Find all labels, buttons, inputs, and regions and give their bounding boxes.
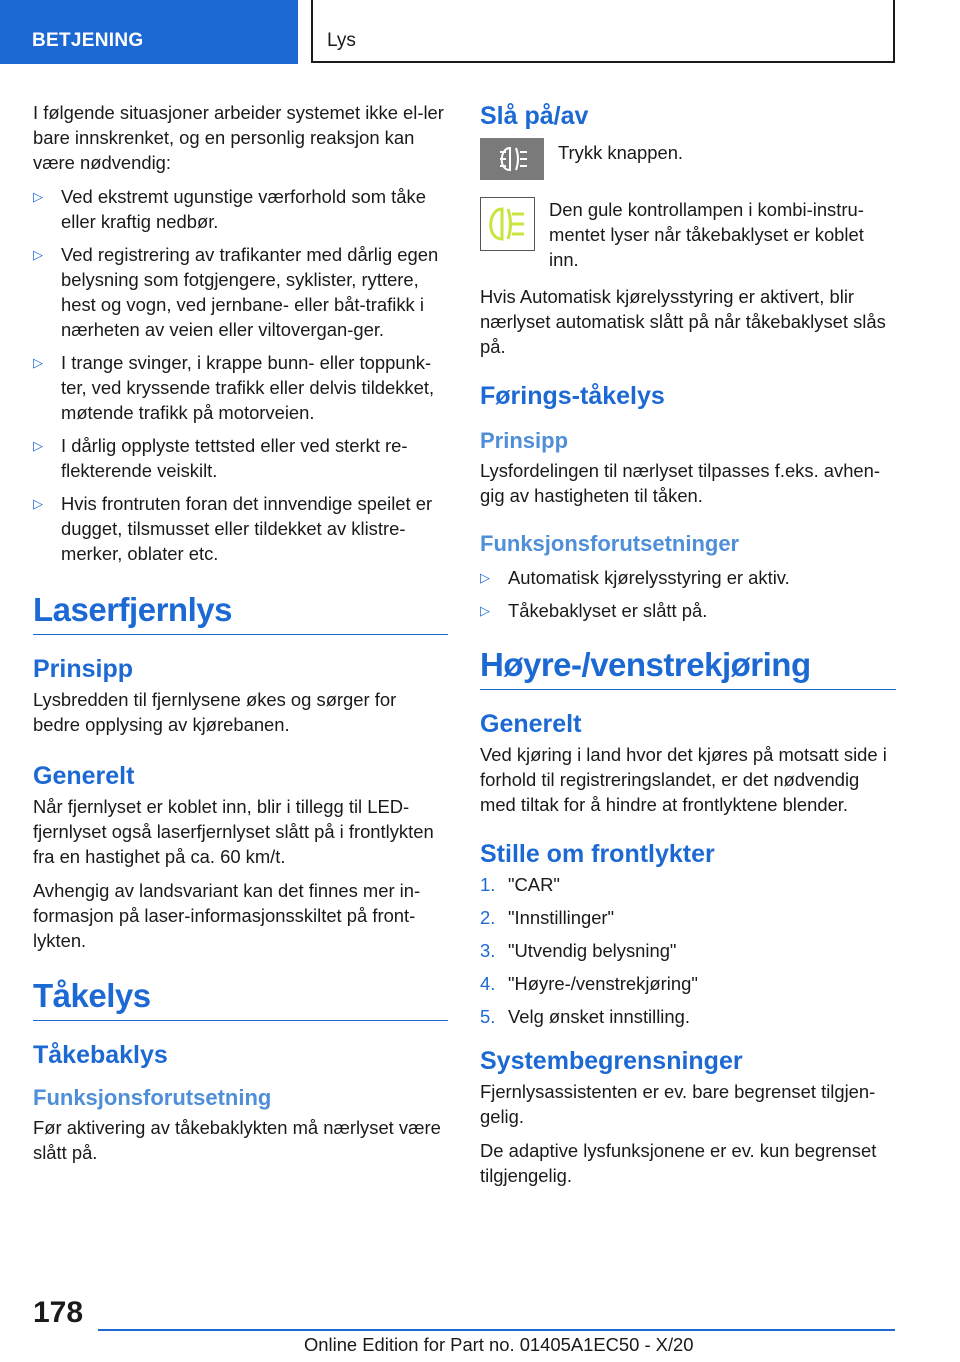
list-item: ▷ Tåkebaklyset er slått på. xyxy=(480,600,708,621)
edition-footer: Online Edition for Part no. 01405A1EC50 - X/20 xyxy=(304,1334,694,1355)
intro-paragraph: I følgende situasjoner arbeider systemet ikke el-ler bare innskrenket, og en personlig reaksjon kan være nødvendig: xyxy=(33,102,444,173)
laser-general-text-1: Når fjernlyset er koblet inn, blir i tillegg til LED-fjernlyset også laserfjernlyset slått på i frontlykten fra en hastighet på ca. 60 km/t. xyxy=(33,796,434,867)
triangle-bullet-icon: ▷ xyxy=(33,496,43,511)
list-item: 4. "Høyre-/venstrekjøring" xyxy=(480,973,698,994)
driving-side-heading: Høyre-/venstrekjøring xyxy=(480,645,896,690)
laser-heading: Laserfjernlys xyxy=(33,590,448,635)
list-item: ▷ Automatisk kjørelysstyring er aktiv. xyxy=(480,567,790,588)
auto-light-text: Hvis Automatisk kjørelysstyring er aktivert, blir nærlyset automatisk slått på når tåkebaklyset slås på. xyxy=(480,286,886,357)
laser-principle-text: Lysbredden til fjernlysene økes og sørger for bedre opplysing av kjørebanen. xyxy=(33,689,397,735)
left-column xyxy=(33,100,448,1174)
rear-fog-requirement-heading: Funksjonsforutsetning xyxy=(33,1085,272,1110)
chapter-label: Lys xyxy=(327,30,356,51)
laser-general-heading: Generelt xyxy=(33,762,135,790)
fog-heading: Tåkelys xyxy=(33,976,448,1021)
press-button-row xyxy=(480,138,896,185)
list-item: 3. "Utvendig belysning" xyxy=(480,940,677,961)
footer-divider xyxy=(98,1329,895,1331)
indicator-lamp-row xyxy=(480,197,896,272)
driving-side-general-heading: Generelt xyxy=(480,710,582,738)
situations-list xyxy=(33,184,448,566)
guide-fog-heading: Førings-tåkelys xyxy=(480,382,665,410)
chapter-header xyxy=(311,0,895,63)
triangle-bullet-icon: ▷ xyxy=(480,603,490,618)
list-item: 1. "CAR" xyxy=(480,874,560,895)
laser-principle-heading: Prinsipp xyxy=(33,655,134,683)
laser-general-text-2: Avhengig av landsvariant kan det finnes mer in-formasjon på laser-informasjonsskiltet på front-lykten. xyxy=(33,880,421,951)
system-limits-text-1: Fjernlysassistenten er ev. bare begrenset tilgjen-gelig. xyxy=(480,1081,876,1127)
list-item: ▷ I dårlig opplyste tettsted eller ved sterkt re-flekterende veiskilt. xyxy=(33,435,408,481)
press-button-text: Trykk knappen. xyxy=(558,142,684,163)
list-item: ▷ I trange svinger, i krappe bunn- eller toppunk-ter, ved kryssende trafikk eller delvis tildekket, møtende trafikk på motorveien. xyxy=(33,352,435,423)
triangle-bullet-icon: ▷ xyxy=(33,438,43,453)
list-item: ▷ Hvis frontruten foran det innvendige speilet er dugget, tilsmusset eller tildekket av klistre-merker, oblater etc. xyxy=(33,493,433,564)
rear-fog-indicator-icon xyxy=(480,197,535,256)
list-item: ▷ Ved ekstremt ugunstige værforhold som tåke eller kraftig nedbør. xyxy=(33,186,426,232)
list-item: ▷ Ved registrering av trafikanter med dårlig egen belysning som fotgjengere, syklister, ryttere, hest og vogn, ved jernbane- eller båt-trafikk i nærheten av veien eller viltovergan-ger. xyxy=(33,244,439,340)
list-item: 5. Velg ønsket innstilling. xyxy=(480,1006,690,1027)
guide-requirements-list xyxy=(480,565,896,623)
fog-button-icon xyxy=(480,138,544,185)
guide-principle-text: Lysfordelingen til nærlyset tilpasses f.eks. avhen-gig av hastigheten til tåken. xyxy=(480,460,881,506)
guide-requirements-heading: Funksjonsforutsetninger xyxy=(480,531,740,556)
triangle-bullet-icon: ▷ xyxy=(33,247,43,262)
on-off-heading: Slå på/av xyxy=(480,102,589,130)
triangle-bullet-icon: ▷ xyxy=(33,355,43,370)
page-number: 178 xyxy=(33,1296,84,1329)
guide-principle-heading: Prinsipp xyxy=(480,428,569,453)
driving-side-general-text: Ved kjøring i land hvor det kjøres på motsatt side i forhold til registreringslandet, er det nødvendig med tiltak for å hindre at frontlyktene blender. xyxy=(480,744,887,815)
rear-fog-heading: Tåkebaklys xyxy=(33,1041,168,1069)
adjust-steps-list xyxy=(480,872,896,1029)
triangle-bullet-icon: ▷ xyxy=(33,189,43,204)
system-limits-text-2: De adaptive lysfunksjonene er ev. kun begrenset tilgjengelig. xyxy=(480,1140,877,1186)
rear-fog-requirement-text: Før aktivering av tåkebaklykten må nærlyset være slått på. xyxy=(33,1117,441,1163)
triangle-bullet-icon: ▷ xyxy=(480,570,490,585)
section-tab xyxy=(0,0,298,64)
section-label: BETJENING xyxy=(32,30,144,51)
list-item: 2. "Innstillinger" xyxy=(480,907,615,928)
indicator-lamp-text: Den gule kontrollampen i kombi-instru-mentet lyser når tåkebaklyset er koblet inn. xyxy=(549,199,864,270)
system-limits-heading: Systembegrensninger xyxy=(480,1047,743,1075)
right-column xyxy=(480,100,896,1197)
adjust-headlights-heading: Stille om frontlykter xyxy=(480,840,715,868)
